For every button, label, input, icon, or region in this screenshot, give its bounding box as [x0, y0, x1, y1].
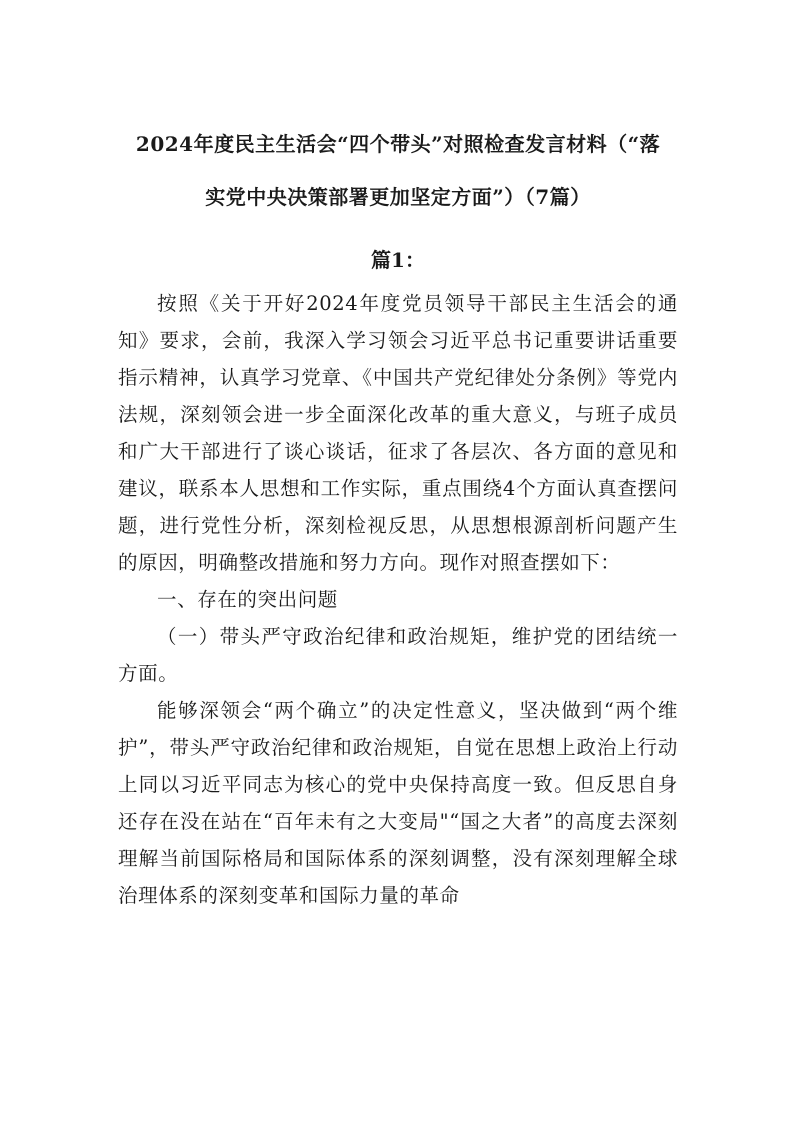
document-title-line1: 2024年度民主生活会“四个带头”对照检查发言材料（“落: [135, 132, 661, 156]
paragraph-body: 能够深领会“两个确立”的决定性意义，坚决做到“两个维护”，带头严守政治纪律和政治规矩，自觉在思想上政治上行动上同以习近平同志为核心的党中央保持高度一致。但反思自身还存在没在站在“百年未有之大变局"“国之大者”的高度去深刻理解当前国际格局和国际体系的深刻调整，没有深刻理解全球治理体系的深刻变革和国际力量的革命: [118, 699, 678, 907]
heading-level1: 一、存在的突出问题: [157, 588, 338, 611]
heading-level2: （一）带头严守政治纪律和政治规矩，维护党的团结统一方面。: [118, 625, 678, 685]
paragraph-intro: 按照《关于开好2024年度党员领导干部民主生活会的通知》要求，会前，我深入学习领会习近平总书记重要讲话重要指示精神，认真学习党章、《中国共产党纪律处分条例》等党内法规，深刻领会进一步全面深化改革的重大意义，与班子成员和广大干部进行了谈心谈话，征求了各层次、各方面的意见和建议，联系本人思想和工作实际，重点围绕4个方面认真查摆问题，进行党性分析，深刻检视反思，从思想根源剖析问题产生的原因，明确整改措施和努力方向。现作对照查摆如下：: [118, 292, 678, 574]
document-body: [118, 285, 678, 914]
document-title-line2: 实党中央决策部署更加坚定方面”）（7篇）: [205, 185, 591, 209]
section-label: 篇1：: [371, 248, 425, 272]
